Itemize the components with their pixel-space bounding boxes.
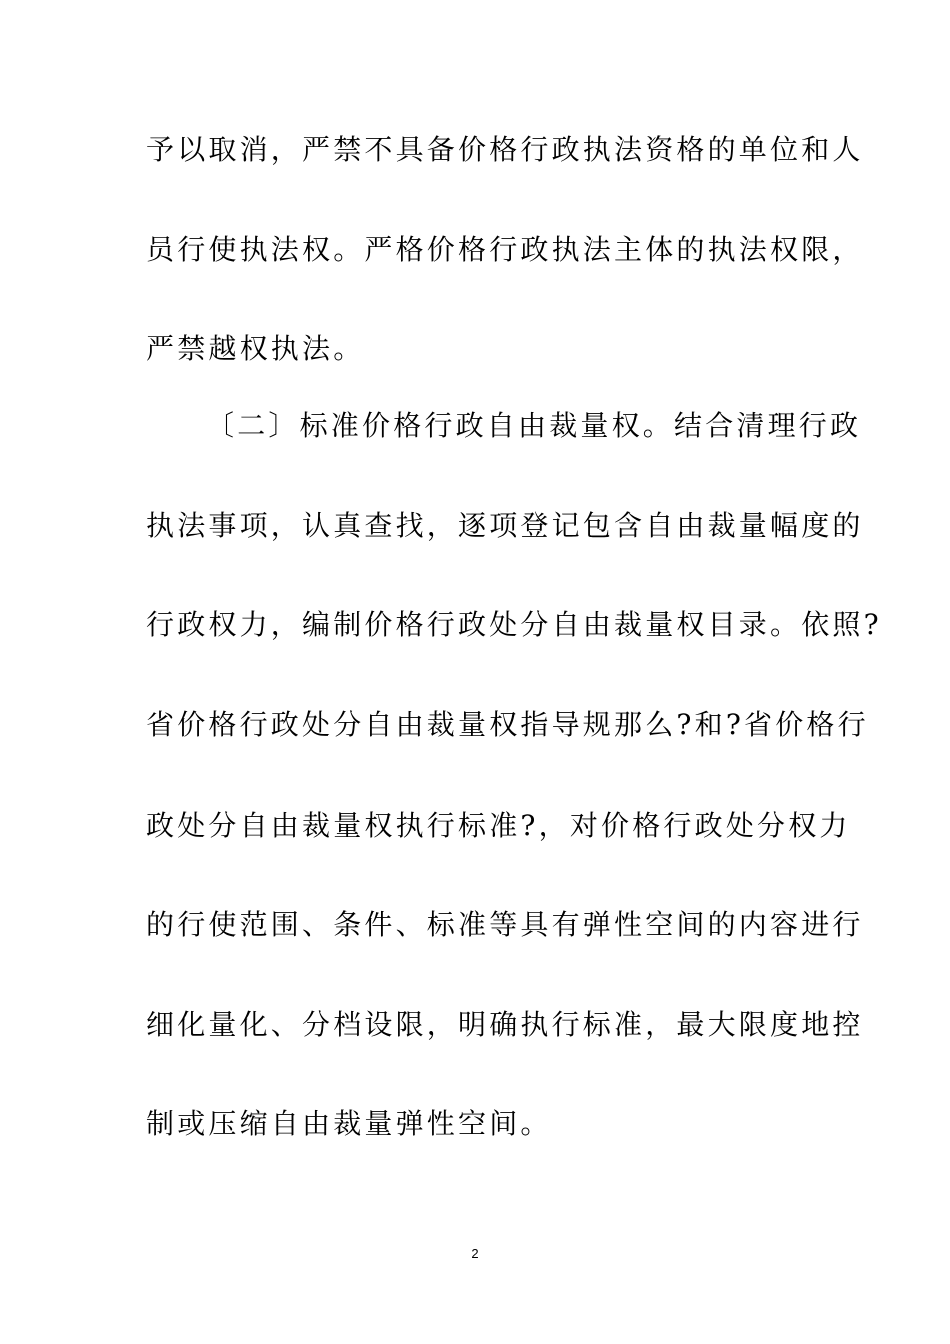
- text-line-5: 执法事项，认真查找，逐项登记包含自由裁量幅度的: [146, 509, 864, 542]
- text-line-1: 予以取消，严禁不具备价格行政执法资格的单位和人: [146, 133, 864, 166]
- text-line-3: 严禁越权执法。: [146, 332, 365, 365]
- text-line-10: 细化量化、分档设限，明确执行标准，最大限度地控: [146, 1008, 864, 1041]
- page-number: 2: [471, 1246, 479, 1261]
- text-line-8: 政处分自由裁量权执行标准?，对价格行政处分权力: [146, 809, 851, 842]
- text-line-2: 员行使执法权。严格价格行政执法主体的执法权限，: [146, 233, 864, 266]
- text-line-9: 的行使范围、条件、标准等具有弹性空间的内容进行: [146, 908, 864, 941]
- text-line-11: 制或压缩自由裁量弹性空间。: [146, 1107, 552, 1140]
- text-line-6: 行政权力，编制价格行政处分自由裁量权目录。依照?: [146, 608, 882, 641]
- text-line-7: 省价格行政处分自由裁量权指导规那么?和?省价格行: [146, 708, 869, 741]
- text-line-4: 〔二〕标准价格行政自由裁量权。结合清理行政: [206, 409, 862, 442]
